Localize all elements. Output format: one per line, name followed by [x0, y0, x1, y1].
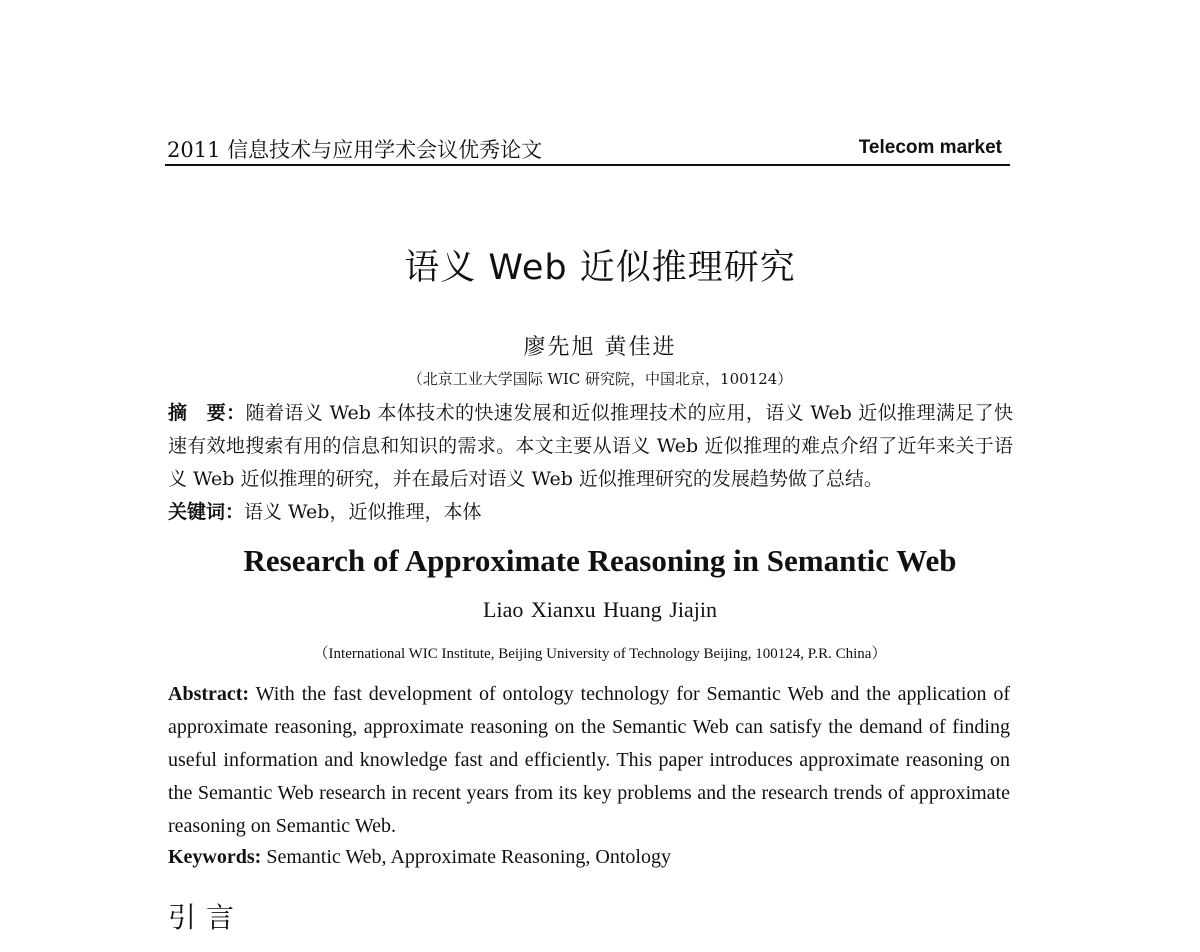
- english-affiliation: （International WIC Institute, Beijing University of Technology Beijing, 100124, P.R. China）: [313, 646, 887, 662]
- english-abstract-label: Abstract:: [168, 683, 250, 705]
- chinese-abstract-label: 摘 要：: [168, 402, 246, 424]
- english-title: Research of Approximate Reasoning in Semantic Web: [243, 543, 957, 578]
- chinese-affiliation: （北京工业大学国际 WIC 研究院，中国北京，100124）: [407, 370, 793, 388]
- running-header: [165, 132, 1010, 166]
- chinese-abstract-text: 随着语义 Web 本体技术的快速发展和近似推理技术的应用，语义 Web 近似推理满足了快速有效地搜索有用的信息和知识的需求。本文主要从语义 Web 近似推理的难点介绍了近年来关于语义 Web 近似推理的研究，并在最后对语义 Web 近似推理研究的发展趋势做了总结。: [168, 402, 1013, 490]
- chinese-keywords: [168, 496, 1013, 529]
- chinese-authors: 廖先旭 黄佳进: [523, 335, 677, 360]
- english-abstract-text: With the fast development of ontology technology for Semantic Web and the application of approximate reasoning, approximate reasoning on the Semantic Web can satisfy the demand of finding useful information and knowledge fast and efficiently. This paper introduces approximate reasoning on the Semantic Web research in recent years from its key problems and the research trends of approximate reasoning on Semantic Web.: [168, 683, 1010, 837]
- running-header-conference: 2011 信息技术与应用学术会议优秀论文: [167, 138, 543, 162]
- english-keywords-text: Semantic Web, Approximate Reasoning, Ontology: [261, 846, 671, 868]
- english-abstract: [168, 678, 1010, 843]
- running-header-journal: Telecom market: [858, 137, 1002, 158]
- english-keywords: [168, 841, 1010, 874]
- section-heading-introduction: 引言: [168, 901, 245, 934]
- chinese-keywords-label: 关键词：: [168, 501, 245, 523]
- chinese-keywords-text: 语义 Web，近似推理，本体: [244, 501, 482, 523]
- english-keywords-label: Keywords:: [168, 846, 262, 868]
- chinese-title: 语义 Web 近似推理研究: [404, 248, 796, 288]
- chinese-abstract: [168, 397, 1013, 496]
- english-authors: Liao Xianxu Huang Jiajin: [483, 597, 717, 622]
